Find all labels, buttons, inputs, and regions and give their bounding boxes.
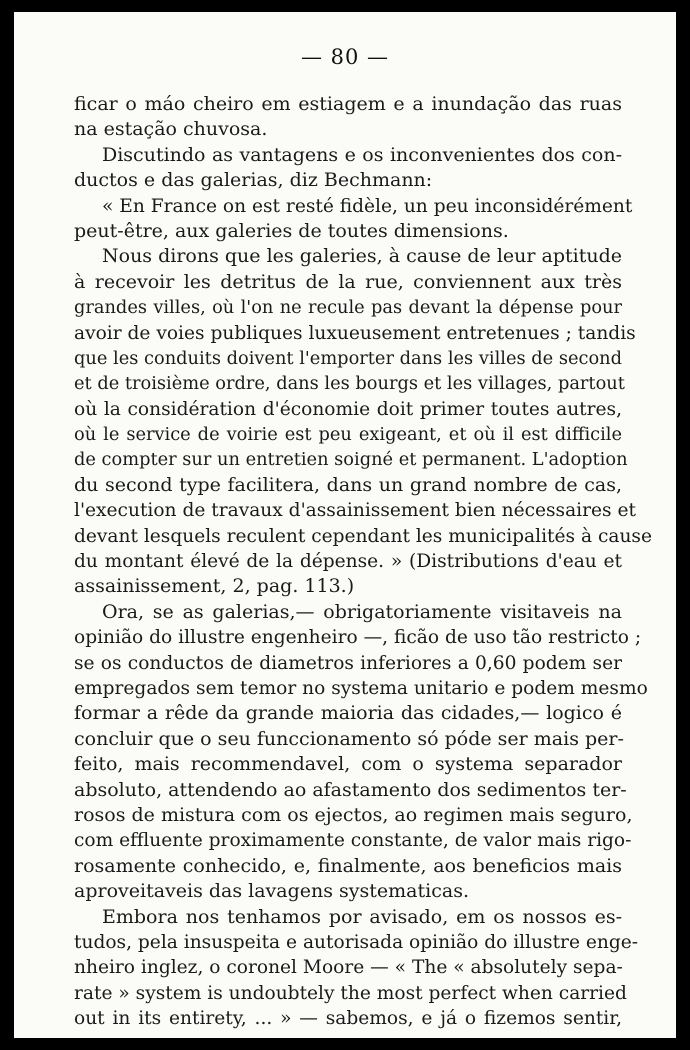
text-line: rosos de mistura com os ejectos, ao regimen mais seguro, [74, 803, 633, 826]
text-line: « En France on est resté fidèle, un peu inconsidérément [102, 195, 633, 217]
text-line: opinião do illustre engenheiro —, ficão de uso tão restricto ; [74, 627, 642, 649]
text-line: aproveitaveis das lavagens systematicas. [74, 880, 469, 903]
text-line: l'execution de travaux d'assainissement bien nécessaires et [74, 500, 636, 522]
text-line: avoir de voies publiques luxueusement entretenues ; tandis [74, 322, 636, 344]
text-line: grandes villes, où l'on ne recule pas devant la dépense pour [74, 297, 622, 319]
text-line: du second type facilitera, dans un grand nombre de cas, [74, 473, 622, 496]
text-line: rate » system is undoubtely the most perfect when carried [74, 982, 627, 1004]
text-line: où le service de voirie est peu exigeant, et où il est difficile [74, 424, 622, 446]
text-line: feito, mais recommendavel, com o systema separador [74, 753, 622, 776]
text-line: peut-être, aux galeries de toutes dimensions. [74, 219, 509, 242]
text-line: se os conductos de diametros inferiores a 0,60 podem ser [74, 652, 622, 674]
text-line: devant lesquels reculent cependant les municipalités à cause [74, 525, 652, 547]
text-line: Ora, se as galerias,— obrigatoriamente visitaveis na [102, 600, 622, 623]
text-line: Discutindo as vantagens e os inconvenientes dos con- [102, 143, 622, 166]
text-line: où la considération d'économie doit primer toutes autres, [74, 398, 622, 420]
text-line: concluir que o seu funccionamento só póde ser mais per- [74, 727, 624, 750]
text-line: na estação chuvosa. [74, 118, 268, 141]
text-line: ductos e das galerias, diz Bechmann: [74, 169, 433, 192]
text-line: rosamente conhecido, e, finalmente, aos beneficios mais [74, 854, 622, 877]
page-number: — 80 — [300, 45, 390, 69]
text-line: que les conduits doivent l'emporter dans les villes de second [74, 347, 622, 369]
text-line: absoluto, attendendo ao afastamento dos sedimentos ter- [74, 778, 627, 801]
text-line: empregados sem temor no systema unitario e podem mesmo [74, 677, 648, 699]
text-line: à recevoir les detritus de la rue, conviennent aux très [74, 270, 622, 293]
text-line: Embora nos tenhamos por avisado, em os nossos es- [102, 905, 622, 928]
text-line: out in its entirety, ... » — sabemos, e já o fizemos sentir, [74, 1008, 622, 1030]
text-line: de compter sur un entretien soigné et permanent. L'adoption [74, 449, 628, 471]
body-text [74, 92, 652, 1031]
text-line: nheiro inglez, o coronel Moore — « The « absolutely sepa- [74, 957, 623, 979]
text-line: tudos, pela insuspeita e autorisada opinião do illustre enge- [74, 931, 639, 953]
text-line: formar a rêde da grande maioria das cidades,— logico é [74, 702, 622, 725]
text-line: Nous dirons que les galeries, à cause de leur aptitude [102, 245, 622, 268]
document-page [14, 12, 676, 1038]
text-line: du montant élevé de la dépense. » (Distributions d'eau et [74, 551, 622, 573]
text-line: assainissement, 2, pag. 113.) [74, 575, 355, 598]
text-line: ficar o máo cheiro em estiagem e a inundação das ruas [74, 93, 622, 115]
text-line: et de troisième ordre, dans les bourgs et les villages, partout [74, 373, 625, 395]
text-line: com effluente proximamente constante, de valor mais rigo- [74, 830, 632, 852]
